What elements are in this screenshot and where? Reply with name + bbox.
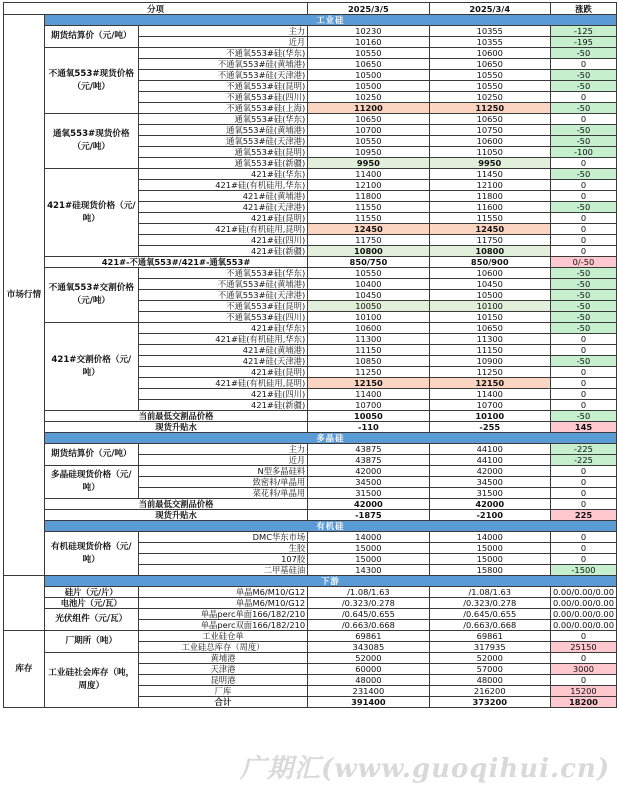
item-name: 通氧553#硅(新疆) (138, 158, 308, 169)
value-date-1: 14000 (308, 532, 429, 543)
value-date-2: 11600 (429, 202, 550, 213)
downstream-group-blank (4, 576, 45, 631)
value-date-2: 10550 (429, 81, 550, 92)
change-value: 0 (550, 675, 616, 686)
value-date-2: 10355 (429, 37, 550, 48)
value-date-2: 42000 (429, 466, 550, 477)
spread-label: 421#-不通氧553#/421#-通氧553# (44, 257, 307, 268)
value-date-2: 10150 (429, 312, 550, 323)
value-date-2: /0.323/0.278 (429, 598, 550, 609)
change-value: 3000 (550, 664, 616, 675)
change-value: 0.00/0.00/0.00 (550, 587, 616, 598)
item-name: 通氧553#硅(昆明) (138, 147, 308, 158)
value-date-1: 14300 (308, 565, 429, 576)
change-value: -50 (550, 169, 616, 180)
value-date-1: 11750 (308, 235, 429, 246)
change-value: 0 (550, 213, 616, 224)
item-name: 421#硅(黄埔港) (138, 345, 308, 356)
value-date-2: 31500 (429, 488, 550, 499)
section-row (4, 521, 617, 532)
change-value: 0 (550, 92, 616, 103)
change-value: -50 (550, 268, 616, 279)
value-date-1: 11400 (308, 389, 429, 400)
value-date-1: 15000 (308, 554, 429, 565)
section-row (4, 433, 617, 444)
item-name: 421#硅(有机硅用,昆明) (138, 378, 308, 389)
section-industrial-si: 工业硅 (44, 15, 616, 26)
price-table-body (4, 3, 617, 708)
value-date-2: 15800 (429, 565, 550, 576)
item-name: 近月 (138, 37, 308, 48)
data-row (4, 444, 617, 455)
change-value: 0 (550, 389, 616, 400)
value-date-1: 11300 (308, 334, 429, 345)
change-value: -125 (550, 26, 616, 37)
value-date-2: 11450 (429, 169, 550, 180)
item-name: 菜花料/单晶用 (138, 488, 308, 499)
inventory-group-label: 库存 (4, 631, 45, 708)
value-date-2: 11400 (429, 389, 550, 400)
value-date-1: 10050 (308, 301, 429, 312)
value-date-1: 31500 (308, 488, 429, 499)
item-name: 单晶M6/M10/G12 (138, 598, 308, 609)
data-row (4, 48, 617, 59)
change-value: -50 (550, 70, 616, 81)
category-label: 电池片（元/瓦） (44, 598, 138, 609)
data-row (4, 268, 617, 279)
value-date-1: 11550 (308, 213, 429, 224)
value-date-1: 60000 (308, 664, 429, 675)
summary-label: 现货升贴水 (44, 510, 307, 521)
value-date-2: 850/900 (429, 257, 550, 268)
item-name: 不通氧553#硅(天津港) (138, 290, 308, 301)
item-name: DMC华东市场 (138, 532, 308, 543)
data-row (4, 587, 617, 598)
summary-row (4, 411, 617, 422)
value-date-1: 42000 (308, 499, 429, 510)
value-date-1: 11800 (308, 191, 429, 202)
change-value: 0 (550, 334, 616, 345)
value-date-1: 10550 (308, 48, 429, 59)
value-date-1: 34500 (308, 477, 429, 488)
value-date-1: 10230 (308, 26, 429, 37)
item-name: 421#硅(有机硅用,华东) (138, 180, 308, 191)
category-label: 不通氧553#交割价格（元/吨） (44, 268, 138, 323)
value-date-1: 42000 (308, 466, 429, 477)
header-date-2: 2025/3/4 (429, 3, 550, 15)
value-date-2: 44100 (429, 455, 550, 466)
value-date-1: 10550 (308, 136, 429, 147)
change-value: 0 (550, 543, 616, 554)
value-date-2: 11550 (429, 213, 550, 224)
value-date-2: 12100 (429, 180, 550, 191)
value-date-2: 69861 (429, 631, 550, 642)
section-polysilicon: 多晶硅 (44, 433, 616, 444)
change-value: 0 (550, 191, 616, 202)
item-name: 单晶perc单面166/182/210 (138, 609, 308, 620)
value-date-2: 10500 (429, 290, 550, 301)
value-date-1: 10160 (308, 37, 429, 48)
value-date-1: 10650 (308, 114, 429, 125)
value-date-2: 11250 (429, 367, 550, 378)
value-date-2: 11800 (429, 191, 550, 202)
spread-row (4, 257, 617, 268)
data-row (4, 653, 617, 664)
change-value: 225 (550, 510, 616, 521)
value-date-2: 48000 (429, 675, 550, 686)
value-date-2: 42000 (429, 499, 550, 510)
value-date-2: 11300 (429, 334, 550, 345)
value-date-1: 391400 (308, 697, 429, 708)
change-value: -195 (550, 37, 616, 48)
value-date-1: 11250 (308, 367, 429, 378)
value-date-2: 373200 (429, 697, 550, 708)
change-value: -50 (550, 103, 616, 114)
item-name: 单晶perc双面166/182/210 (138, 620, 308, 631)
value-date-1: /0.323/0.278 (308, 598, 429, 609)
change-value: 0 (550, 378, 616, 389)
value-date-2: 11150 (429, 345, 550, 356)
value-date-1: 10500 (308, 81, 429, 92)
value-date-2: 10600 (429, 136, 550, 147)
value-date-2: 10700 (429, 400, 550, 411)
change-value: 0 (550, 532, 616, 543)
value-date-2: 10650 (429, 323, 550, 334)
change-value: 0 (550, 631, 616, 642)
value-date-2: 10650 (429, 114, 550, 125)
item-name: 421#硅(昆明) (138, 367, 308, 378)
value-date-1: 850/750 (308, 257, 429, 268)
item-name: 主力 (138, 444, 308, 455)
value-date-2: 216200 (429, 686, 550, 697)
change-value: 0 (550, 367, 616, 378)
data-row (4, 598, 617, 609)
value-date-1: 11150 (308, 345, 429, 356)
data-row (4, 532, 617, 543)
value-date-1: 10400 (308, 279, 429, 290)
change-value: -50 (550, 312, 616, 323)
data-row (4, 631, 617, 642)
market-group-label: 市场行情 (4, 15, 45, 576)
change-value: 0 (550, 224, 616, 235)
value-date-1: 11550 (308, 202, 429, 213)
value-date-2: 10900 (429, 356, 550, 367)
category-label: 通氧553#现货价格（元/吨） (44, 114, 138, 169)
section-row (4, 15, 617, 26)
value-date-1: 52000 (308, 653, 429, 664)
item-name: 不通氧553#硅(昆明) (138, 301, 308, 312)
value-date-1: 10050 (308, 411, 429, 422)
item-name: 通氧553#硅(华东) (138, 114, 308, 125)
item-name: 421#硅(新疆) (138, 400, 308, 411)
value-date-1: 10450 (308, 290, 429, 301)
item-name: 421#硅(有机硅用,华东) (138, 334, 308, 345)
value-date-2: 10600 (429, 48, 550, 59)
change-value: -50 (550, 290, 616, 301)
change-value: -50 (550, 301, 616, 312)
change-value: 0 (550, 554, 616, 565)
value-date-1: 10100 (308, 312, 429, 323)
category-label: 421#交割价格（元/吨） (44, 323, 138, 411)
value-date-2: /1.08/1.63 (429, 587, 550, 598)
value-date-1: 15000 (308, 543, 429, 554)
item-name: 421#硅(天津港) (138, 356, 308, 367)
category-label: 光伏组件（元/瓦） (44, 609, 138, 631)
item-name: 421#硅(华东) (138, 169, 308, 180)
category-label: 硅片（元/片） (44, 587, 138, 598)
value-date-2: 9950 (429, 158, 550, 169)
item-name: 通氧553#硅(黄埔港) (138, 125, 308, 136)
data-row (4, 114, 617, 125)
item-name: 421#硅(天津港) (138, 202, 308, 213)
change-value: -50 (550, 411, 616, 422)
value-date-1: 343085 (308, 642, 429, 653)
value-date-2: -2100 (429, 510, 550, 521)
item-name: 421#硅(新疆) (138, 246, 308, 257)
change-value: 0 (550, 235, 616, 246)
value-date-1: 12100 (308, 180, 429, 191)
value-date-1: 12150 (308, 378, 429, 389)
summary-row (4, 499, 617, 510)
change-value: 0 (550, 114, 616, 125)
value-date-2: 11050 (429, 147, 550, 158)
change-value: -50 (550, 48, 616, 59)
item-name: 单晶M6/M10/G12 (138, 587, 308, 598)
value-date-1: 69861 (308, 631, 429, 642)
category-label: 有机硅现货价格（元/吨） (44, 532, 138, 576)
change-value: -225 (550, 455, 616, 466)
category-label: 不通氧553#现货价格（元/吨） (44, 48, 138, 114)
value-date-1: 48000 (308, 675, 429, 686)
value-date-1: 10650 (308, 59, 429, 70)
value-date-2: 44100 (429, 444, 550, 455)
item-name: 不通氧553#硅(天津港) (138, 70, 308, 81)
item-name: 107胶 (138, 554, 308, 565)
value-date-1: 11400 (308, 169, 429, 180)
item-name: 工业硅总库存（周度） (138, 642, 308, 653)
value-date-1: 10850 (308, 356, 429, 367)
item-name: 421#硅(华东) (138, 323, 308, 334)
item-name: 主力 (138, 26, 308, 37)
item-name: 421#硅(黄埔港) (138, 191, 308, 202)
value-date-2: /0.663/0.668 (429, 620, 550, 631)
value-date-2: 14000 (429, 532, 550, 543)
change-value: -50 (550, 279, 616, 290)
value-date-1: -1875 (308, 510, 429, 521)
item-name: 致密料/单晶用 (138, 477, 308, 488)
change-value: 0 (550, 180, 616, 191)
change-value: -50 (550, 125, 616, 136)
change-value: 0 (550, 477, 616, 488)
value-date-1: -110 (308, 422, 429, 433)
data-row (4, 26, 617, 37)
change-value: 0 (550, 158, 616, 169)
change-value: 15200 (550, 686, 616, 697)
value-date-1: 10550 (308, 268, 429, 279)
change-value: 25150 (550, 642, 616, 653)
item-name: N型多晶硅料 (138, 466, 308, 477)
item-name: 不通氧553#硅(华东) (138, 268, 308, 279)
change-value: 0.00/0.00/0.00 (550, 620, 616, 631)
summary-row (4, 510, 617, 521)
change-value: 18200 (550, 697, 616, 708)
change-value: 0 (550, 59, 616, 70)
summary-label: 当前最低交割品价格 (44, 499, 307, 510)
summary-row (4, 422, 617, 433)
item-name: 黄埔港 (138, 653, 308, 664)
data-row (4, 323, 617, 334)
value-date-1: 9950 (308, 158, 429, 169)
item-name: 通氧553#硅(天津港) (138, 136, 308, 147)
change-value: 0/-50 (550, 257, 616, 268)
value-date-2: 10600 (429, 268, 550, 279)
item-name: 昆明港 (138, 675, 308, 686)
value-date-1: 10500 (308, 70, 429, 81)
value-date-2: 317935 (429, 642, 550, 653)
value-date-1: 10600 (308, 323, 429, 334)
category-label: 多晶硅现货价格（元/吨） (44, 466, 138, 499)
item-name: 不通氧553#硅(上海) (138, 103, 308, 114)
value-date-1: 231400 (308, 686, 429, 697)
data-row (4, 466, 617, 477)
item-name: 421#硅(有机硅用,昆明) (138, 224, 308, 235)
item-name: 不通氧553#硅(黄埔港) (138, 59, 308, 70)
value-date-1: 11200 (308, 103, 429, 114)
item-name: 天津港 (138, 664, 308, 675)
value-date-2: 10100 (429, 301, 550, 312)
header-date-1: 2025/3/5 (308, 3, 429, 15)
item-name: 不通氧553#硅(黄埔港) (138, 279, 308, 290)
change-value: 0 (550, 345, 616, 356)
item-name: 近月 (138, 455, 308, 466)
change-value: -50 (550, 356, 616, 367)
change-value: 0.00/0.00/0.00 (550, 609, 616, 620)
item-name: 厂库 (138, 686, 308, 697)
value-date-2: 10750 (429, 125, 550, 136)
section-downstream: 下游 (44, 576, 616, 587)
value-date-1: 10950 (308, 147, 429, 158)
category-label: 工业硅社会库存（吨，周度） (44, 653, 138, 708)
item-name: 不通氧553#硅(四川) (138, 92, 308, 103)
value-date-2: 57000 (429, 664, 550, 675)
value-date-1: 10250 (308, 92, 429, 103)
value-date-1: 43875 (308, 455, 429, 466)
item-name: 421#硅(昆明) (138, 213, 308, 224)
section-organosilicon: 有机硅 (44, 521, 616, 532)
value-date-2: -255 (429, 422, 550, 433)
value-date-2: 10355 (429, 26, 550, 37)
change-value: -50 (550, 81, 616, 92)
change-value: 0 (550, 246, 616, 257)
change-value: -50 (550, 323, 616, 334)
change-value: 0 (550, 400, 616, 411)
value-date-2: 12150 (429, 378, 550, 389)
change-value: -1500 (550, 565, 616, 576)
value-date-2: 10800 (429, 246, 550, 257)
item-name: 不通氧553#硅(昆明) (138, 81, 308, 92)
item-name: 421#硅(四川) (138, 235, 308, 246)
change-value: -100 (550, 147, 616, 158)
value-date-2: /0.645/0.655 (429, 609, 550, 620)
category-label: 期货结算价（元/吨） (44, 444, 138, 466)
change-value: 0 (550, 488, 616, 499)
value-date-2: 11750 (429, 235, 550, 246)
summary-label: 现货升贴水 (44, 422, 307, 433)
price-table (3, 2, 617, 708)
value-date-2: 10100 (429, 411, 550, 422)
value-date-1: 10800 (308, 246, 429, 257)
value-date-2: 15000 (429, 554, 550, 565)
item-name: 不通氧553#硅(华东) (138, 48, 308, 59)
watermark: 广期汇(www.guoqihui.cn) (240, 754, 611, 784)
total-label: 合计 (138, 697, 308, 708)
item-name: 不通氧553#硅(四川) (138, 312, 308, 323)
category-label: 421#硅现货价格（元/吨） (44, 169, 138, 257)
value-date-2: 12450 (429, 224, 550, 235)
change-value: -225 (550, 444, 616, 455)
change-value: -50 (550, 136, 616, 147)
value-date-1: 43875 (308, 444, 429, 455)
value-date-1: 12450 (308, 224, 429, 235)
value-date-1: 10700 (308, 125, 429, 136)
change-value: 0.00/0.00/0.00 (550, 598, 616, 609)
value-date-1: /1.08/1.63 (308, 587, 429, 598)
section-row (4, 576, 617, 587)
data-row (4, 609, 617, 620)
category-label: 厂期所（吨） (44, 631, 138, 653)
header-item: 分项 (4, 3, 308, 15)
value-date-1: /0.663/0.668 (308, 620, 429, 631)
value-date-2: 10450 (429, 279, 550, 290)
header-change: 涨跌 (550, 3, 616, 15)
value-date-2: 10550 (429, 70, 550, 81)
change-value: 0 (550, 653, 616, 664)
change-value: 145 (550, 422, 616, 433)
value-date-2: 52000 (429, 653, 550, 664)
category-label: 期货结算价（元/吨） (44, 26, 138, 48)
value-date-2: 11250 (429, 103, 550, 114)
summary-label: 当前最低交割品价格 (44, 411, 307, 422)
header-row (4, 3, 617, 15)
item-name: 工业硅仓单 (138, 631, 308, 642)
value-date-2: 10250 (429, 92, 550, 103)
value-date-1: 10700 (308, 400, 429, 411)
item-name: 生胶 (138, 543, 308, 554)
value-date-2: 10650 (429, 59, 550, 70)
change-value: 0 (550, 466, 616, 477)
change-value: -50 (550, 202, 616, 213)
value-date-2: 15000 (429, 543, 550, 554)
value-date-2: 34500 (429, 477, 550, 488)
change-value: 0 (550, 499, 616, 510)
item-name: 二甲基硅油 (138, 565, 308, 576)
value-date-1: /0.645/0.655 (308, 609, 429, 620)
data-row (4, 169, 617, 180)
item-name: 421#硅(四川) (138, 389, 308, 400)
